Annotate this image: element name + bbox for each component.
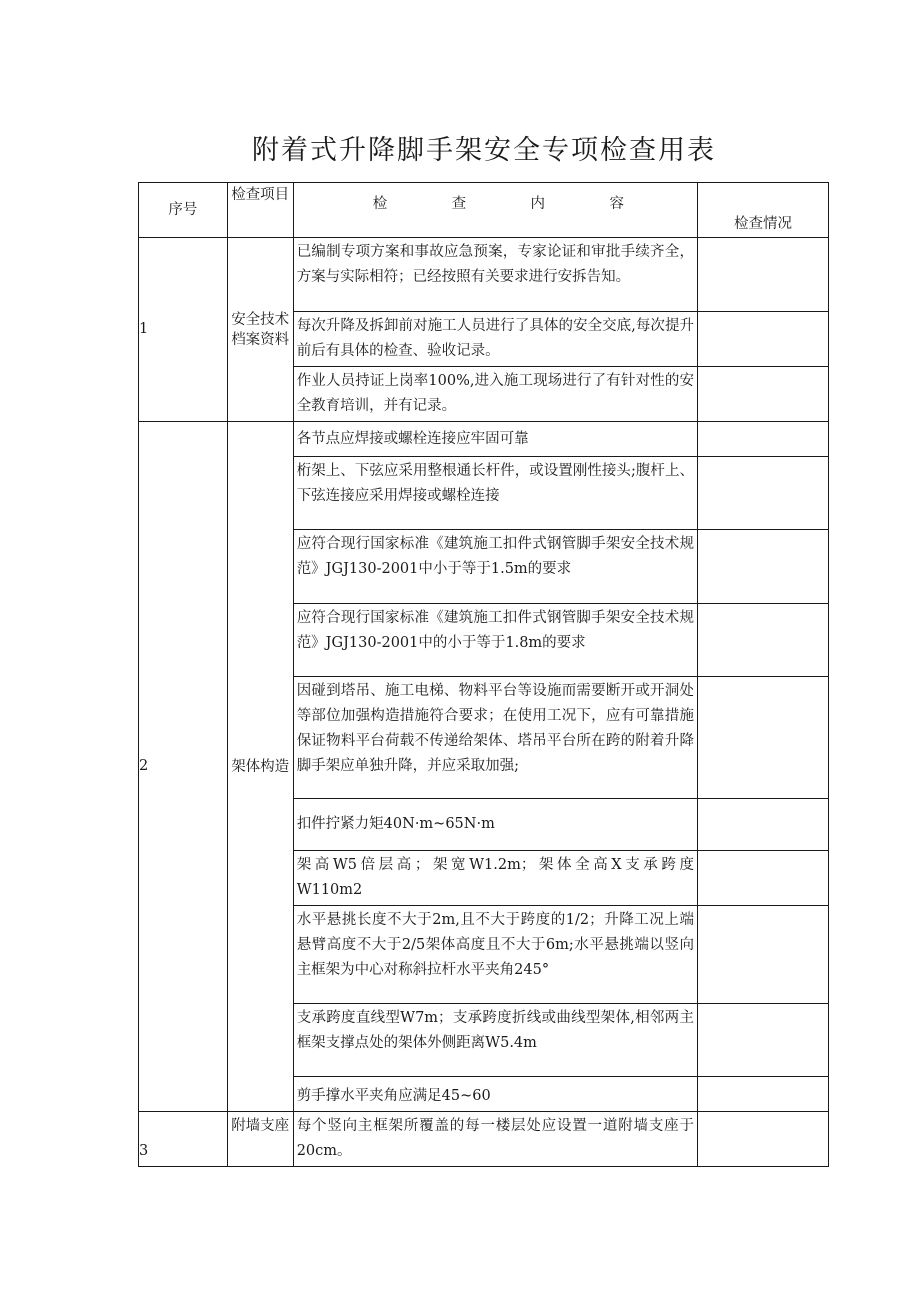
check-content: 架高W5倍层高；架宽W1.2m；架体全高X支承跨度W110m2 <box>293 851 697 906</box>
header-status: 检查情况 <box>697 183 828 238</box>
check-content: 已编制专项方案和事故应急预案，专家论证和审批手续齐全，方案与实际相符；已经按照有关要求进行安拆告知。 <box>293 238 697 312</box>
check-status-cell[interactable] <box>697 1077 828 1112</box>
page-title: 附着式升降脚手架安全专项检查用表 <box>252 135 716 166</box>
header-content-char: 查 <box>451 195 467 212</box>
check-content: 作业人员持证上岗率100%,进入施工现场进行了有针对性的安全教育培训，并有记录。 <box>293 367 697 422</box>
check-content: 支承跨度直线型W7m；支承跨度折线或曲线型架体,相邻两主框架支撑点处的架体外侧距离W5.4m <box>293 1004 697 1077</box>
check-content: 各节点应焊接或螺栓连接应牢固可靠 <box>293 422 697 457</box>
check-status-cell[interactable] <box>697 1004 828 1077</box>
check-status-cell[interactable] <box>697 530 828 604</box>
header-content-char: 检 <box>372 195 388 212</box>
header-item: 检查项目 <box>227 183 293 238</box>
section-item: 架体构造 <box>227 422 293 1112</box>
section-item: 安全技术档案资料 <box>227 238 293 422</box>
check-content: 应符合现行国家标准《建筑施工扣件式钢管脚手架安全技术规范》JGJ130-2001中的小于等于1.8m的要求 <box>293 604 697 677</box>
check-status-cell[interactable] <box>697 604 828 677</box>
table-row <box>139 1112 829 1167</box>
check-status-cell[interactable] <box>697 677 828 799</box>
check-status-cell[interactable] <box>697 367 828 422</box>
check-status-cell[interactable] <box>697 1112 828 1167</box>
section-item: 附墙支座 <box>227 1112 293 1167</box>
check-status-cell[interactable] <box>697 851 828 906</box>
check-status-cell[interactable] <box>697 238 828 312</box>
table-row <box>139 422 829 457</box>
check-content: 桁架上、下弦应采用整根通长杆件，或设置刚性接头;腹杆上、下弦连接应采用焊接或螺栓连接 <box>293 457 697 530</box>
table-row <box>139 238 829 312</box>
section-no: 3 <box>139 1112 228 1167</box>
check-status-cell[interactable] <box>697 906 828 1004</box>
check-content: 因碰到塔吊、施工电梯、物料平台等设施而需要断开或开洞处等部位加强构造措施符合要求；在使用工况下，应有可靠措施保证物料平台荷载不传递给架体、塔吊平台所在跨的附着升降脚手架应单独升降，并应采取加强; <box>293 677 697 799</box>
header-content <box>293 183 697 238</box>
check-content: 应符合现行国家标准《建筑施工扣件式钢管脚手架安全技术规范》JGJ130-2001中小于等于1.5m的要求 <box>293 530 697 604</box>
check-content: 每个竖向主框架所覆盖的每一楼层处应设置一道附墙支座于20cm。 <box>293 1112 697 1167</box>
header-content-char: 容 <box>609 195 624 212</box>
header-row <box>139 183 829 238</box>
check-status-cell[interactable] <box>697 312 828 367</box>
check-status-cell[interactable] <box>697 799 828 851</box>
header-content-char: 内 <box>530 195 546 212</box>
check-content: 水平悬挑长度不大于2m,且不大于跨度的1/2；升降工况上端悬臂高度不大于2/5架体高度且不大于6m;水平悬挑端以竖向主框架为中心对称斜拉杆水平夹角245° <box>293 906 697 1004</box>
check-status-cell[interactable] <box>697 422 828 457</box>
check-content: 剪手撑水平夹角应满足45~60 <box>293 1077 697 1112</box>
check-content: 每次升降及拆卸前对施工人员进行了具体的安全交底,每次提升前后有具体的检查、验收记录。 <box>293 312 697 367</box>
check-content: 扣件拧紧力矩40N·m~65N·m <box>293 799 697 851</box>
section-no: 2 <box>139 422 228 1112</box>
header-no: 序号 <box>139 183 228 238</box>
section-no: 1 <box>139 238 228 422</box>
check-status-cell[interactable] <box>697 457 828 530</box>
inspection-table <box>138 182 829 1167</box>
